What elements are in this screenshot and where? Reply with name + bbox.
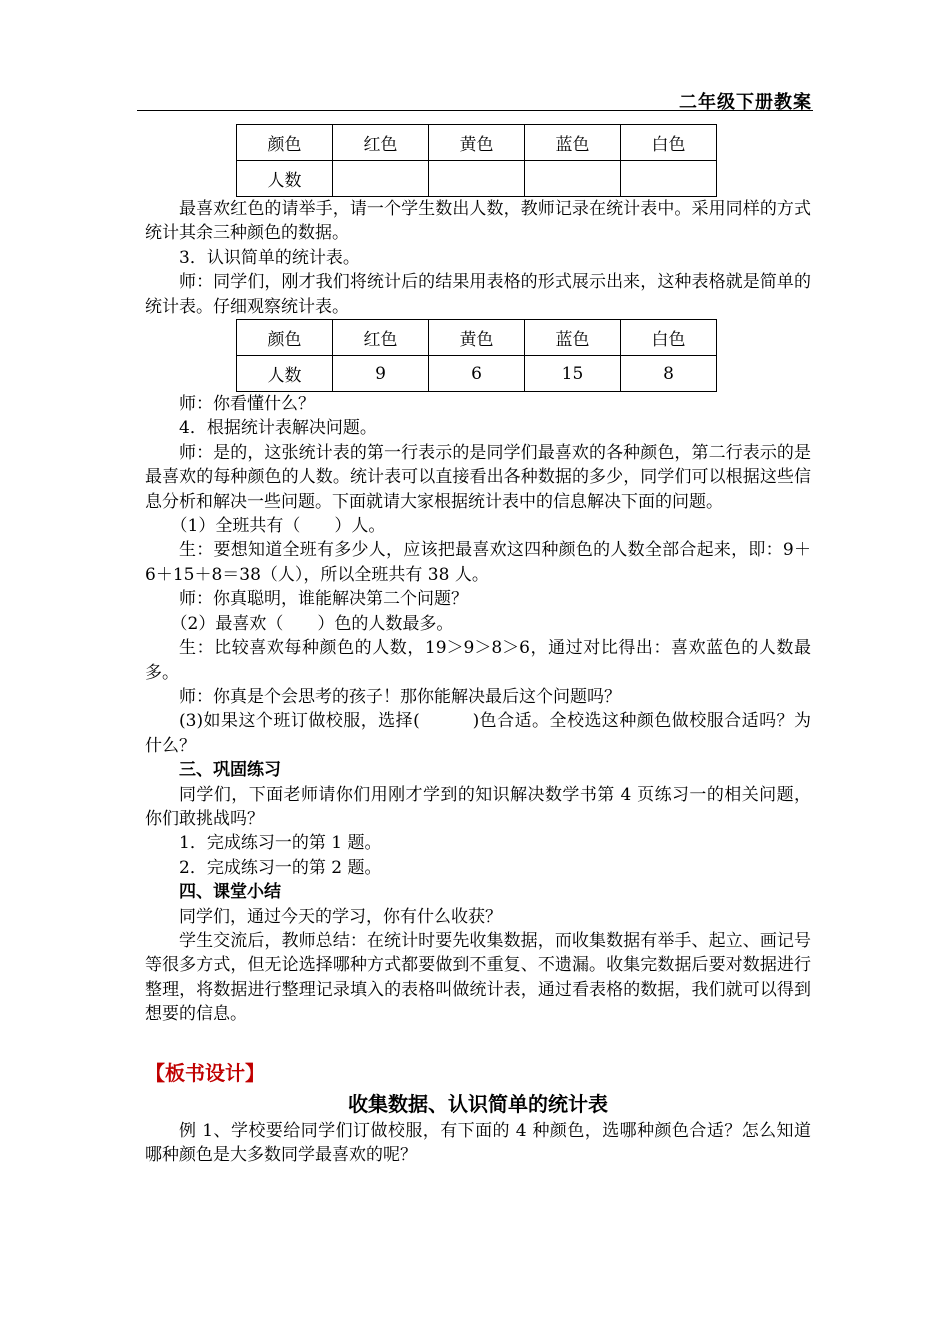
paragraph: 师：你看懂什么？ <box>179 394 315 415</box>
table-cell: 白色 <box>621 320 717 356</box>
table-cell: 6 <box>429 356 525 392</box>
paragraph: 师：同学们，刚才我们将统计后的结果用表格的形式展示出来，这种表格就是简单的统计表。仔细观察统计表。 <box>145 272 811 317</box>
paragraph: 师：是的，这张统计表的第一行表示的是同学们最喜欢的各种颜色，第二行表示的是最喜欢的每种颜色的人数。统计表可以直接看出各种数据的多少，同学们可以根据这些信息分析和解决一些问题。下面就请大家根据统计表中的信息解决下面的问题。 <box>145 442 811 512</box>
question-3: (3)如果这个班订做校服，选择( )色合适。全校选这种颜色做校服合适吗？为什么？ <box>145 711 811 756</box>
paragraph: 1．完成练习一的第 1 题。 <box>179 833 382 854</box>
page-header-title: 二年级下册教案 <box>679 92 812 113</box>
table-cell: 蓝色 <box>525 320 621 356</box>
table-cell: 颜色 <box>237 320 333 356</box>
empty-stat-table <box>236 124 717 197</box>
table-cell: 15 <box>525 356 621 392</box>
board-design-label: 【板书设计】 <box>145 1060 265 1085</box>
table-cell: 颜色 <box>237 125 333 161</box>
table-cell <box>333 161 429 197</box>
table-cell: 黄色 <box>429 125 525 161</box>
paragraph: 最喜欢红色的请举手，请一个学生数出人数，教师记录在统计表中。采用同样的方式统计其余三种颜色的数据。 <box>145 199 811 244</box>
paragraph: 同学们，下面老师请你们用刚才学到的知识解决数学书第 4 页练习一的相关问题，你们敢挑战吗？ <box>145 784 811 829</box>
table-cell: 蓝色 <box>525 125 621 161</box>
question-2: （2）最喜欢（ ）色的人数最多。 <box>170 613 454 634</box>
example-paragraph: 例 1、学校要给同学们订做校服，有下面的 4 种颜色，选哪种颜色合适？怎么知道哪种颜色是大多数同学最喜欢的呢？ <box>145 1120 811 1165</box>
table-cell <box>429 161 525 197</box>
paragraph: 师：你真聪明，谁能解决第二个问题？ <box>179 589 468 610</box>
table-cell: 人数 <box>237 356 333 392</box>
filled-stat-table <box>236 319 717 392</box>
table-row <box>237 356 717 392</box>
table-cell: 黄色 <box>429 320 525 356</box>
table-cell: 红色 <box>333 125 429 161</box>
paragraph: 3．认识简单的统计表。 <box>179 247 360 268</box>
header-divider <box>137 110 813 111</box>
paragraph: 2．完成练习一的第 2 题。 <box>179 857 382 878</box>
table-cell: 9 <box>333 356 429 392</box>
paragraph: 同学们，通过今天的学习，你有什么收获？ <box>179 906 502 927</box>
table-cell <box>621 161 717 197</box>
paragraph: 生：要想知道全班有多少人，应该把最喜欢这四种颜色的人数全部合起来，即：9＋6＋15＋8＝38（人），所以全班共有 38 人。 <box>145 540 811 585</box>
table-cell: 人数 <box>237 161 333 197</box>
table-cell: 白色 <box>621 125 717 161</box>
table-row <box>237 125 717 161</box>
paragraph: 4．根据统计表解决问题。 <box>179 418 377 439</box>
paragraph: 生：比较喜欢每种颜色的人数，19＞9＞8＞6，通过对比得出：喜欢蓝色的人数最多。 <box>145 638 811 683</box>
table-row <box>237 161 717 197</box>
paragraph: 师：你真是个会思考的孩子！那你能解决最后这个问题吗？ <box>179 686 621 707</box>
table-cell: 红色 <box>333 320 429 356</box>
question-1: （1）全班共有（ ）人。 <box>170 516 386 537</box>
section-heading: 三、巩固练习 <box>179 760 281 781</box>
section-heading: 四、课堂小结 <box>179 882 281 903</box>
paragraph: 学生交流后，教师总结：在统计时要先收集数据，而收集数据有举手、起立、画记号等很多方式，但无论选择哪种方式都要做到不重复、不遗漏。收集完数据后要对数据进行整理，将数据进行整理记录填入的表格叫做统计表，通过看表格的数据，我们就可以得到想要的信息。 <box>145 930 811 1025</box>
table-row <box>237 320 717 356</box>
table-cell: 8 <box>621 356 717 392</box>
lesson-content <box>145 124 811 1167</box>
board-title: 收集数据、认识简单的统计表 <box>348 1091 608 1116</box>
table-cell <box>525 161 621 197</box>
